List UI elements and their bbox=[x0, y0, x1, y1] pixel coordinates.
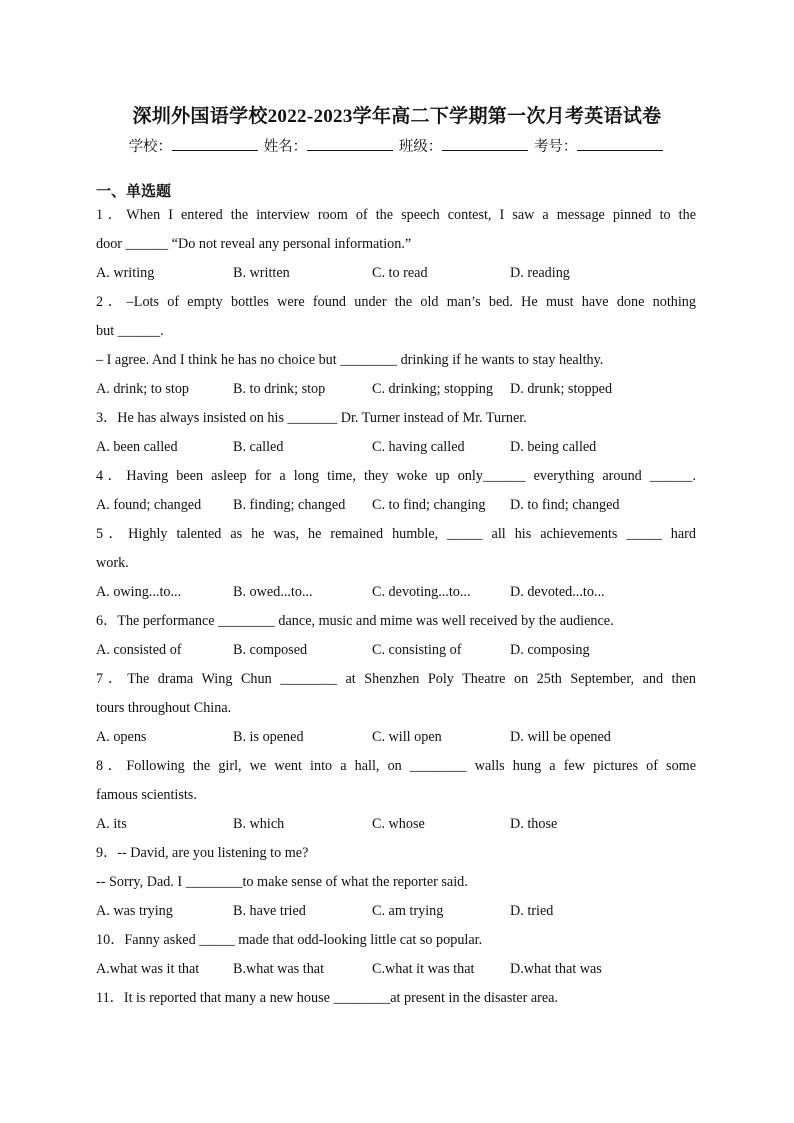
option-c: C. devoting...to... bbox=[372, 584, 471, 600]
name-label: 姓名： bbox=[263, 139, 308, 155]
option-d: D. devoted...to... bbox=[510, 584, 605, 600]
option-a: A. writing bbox=[96, 265, 155, 281]
option-d: D. to find; changed bbox=[510, 497, 620, 513]
option-b: B. have tried bbox=[233, 903, 306, 919]
answer-options bbox=[96, 262, 696, 291]
option-a: A. was trying bbox=[96, 903, 173, 919]
question-text: 11．It is reported that many a new house ________at present in the disaster area. bbox=[96, 990, 559, 1006]
question-text: famous scientists. bbox=[96, 787, 197, 803]
exam-number-label: 考号： bbox=[533, 139, 578, 155]
option-c: C. whose bbox=[372, 816, 425, 832]
option-c: C. having called bbox=[372, 439, 465, 455]
question-text: 8．Following the girl, we went into a hall, on ________ walls hung a few pictures of some bbox=[96, 758, 696, 774]
option-b: B. called bbox=[233, 439, 284, 455]
option-b: B. is opened bbox=[233, 729, 304, 745]
school-label: 学校： bbox=[128, 139, 173, 155]
option-b: B. to drink; stop bbox=[233, 381, 326, 397]
answer-options bbox=[96, 494, 696, 523]
option-a: A. opens bbox=[96, 729, 147, 745]
question-text: 6．The performance ________ dance, music and mime was well received by the audience. bbox=[96, 613, 614, 629]
question-text: 1．When I entered the interview room of the speech contest, I saw a message pinned to the bbox=[96, 207, 696, 223]
answer-options bbox=[96, 436, 696, 465]
option-c: C. drinking; stopping bbox=[372, 381, 493, 397]
questions-list bbox=[96, 204, 696, 1016]
answer-options bbox=[96, 958, 696, 987]
option-d: D.what that was bbox=[510, 961, 602, 977]
answer-options bbox=[96, 378, 696, 407]
option-d: D. those bbox=[510, 816, 558, 832]
question-text: 3．He has always insisted on his _______ Dr. Turner instead of Mr. Turner. bbox=[96, 410, 527, 426]
class-blank[interactable] bbox=[442, 136, 528, 151]
option-d: D. being called bbox=[510, 439, 597, 455]
question-text: – I agree. And I think he has no choice but ________ drinking if he wants to stay healthy. bbox=[96, 352, 604, 368]
answer-options bbox=[96, 639, 696, 668]
option-c: C. am trying bbox=[372, 903, 444, 919]
answer-options bbox=[96, 900, 696, 929]
answer-options bbox=[96, 813, 696, 842]
question-text: work. bbox=[96, 555, 129, 571]
option-c: C. to find; changing bbox=[372, 497, 486, 513]
option-d: D. will be opened bbox=[510, 729, 611, 745]
option-b: B. which bbox=[233, 816, 285, 832]
question-text: tours throughout China. bbox=[96, 700, 232, 716]
exam-number-blank[interactable] bbox=[577, 136, 663, 151]
section-heading: 一、单选题 bbox=[96, 184, 172, 200]
question-text: 4．Having been asleep for a long time, they woke up only______ everything around ______. bbox=[96, 468, 696, 484]
option-a: A. found; changed bbox=[96, 497, 202, 513]
option-b: B. composed bbox=[233, 642, 308, 658]
option-d: D. tried bbox=[510, 903, 554, 919]
option-d: D. composing bbox=[510, 642, 590, 658]
name-blank[interactable] bbox=[307, 136, 393, 151]
option-a: A. owing...to... bbox=[96, 584, 182, 600]
option-a: A. been called bbox=[96, 439, 178, 455]
school-blank[interactable] bbox=[172, 136, 258, 151]
option-b: B. finding; changed bbox=[233, 497, 346, 513]
option-b: B.what was that bbox=[233, 961, 325, 977]
question-text: door ______ “Do not reveal any personal information.” bbox=[96, 236, 412, 252]
question-text: 5．Highly talented as he was, he remained humble, _____ all his achievements _____ hard bbox=[96, 526, 696, 542]
question-text: 9．-- David, are you listening to me? bbox=[96, 845, 309, 861]
option-c: C. will open bbox=[372, 729, 442, 745]
option-d: D. reading bbox=[510, 265, 570, 281]
option-d: D. drunk; stopped bbox=[510, 381, 613, 397]
student-info-line bbox=[0, 135, 794, 156]
option-a: A. consisted of bbox=[96, 642, 182, 658]
question-text: 2．–Lots of empty bottles were found under the old man’s bed. He must have done nothing bbox=[96, 294, 696, 310]
option-c: C. to read bbox=[372, 265, 428, 281]
option-a: A.what was it that bbox=[96, 961, 200, 977]
question-text: -- Sorry, Dad. I ________to make sense of what the reporter said. bbox=[96, 874, 468, 890]
option-c: C.what it was that bbox=[372, 961, 475, 977]
answer-options bbox=[96, 726, 696, 755]
exam-title: 深圳外国语学校2022-2023学年高二下学期第一次月考英语试卷 bbox=[132, 106, 662, 127]
option-c: C. consisting of bbox=[372, 642, 462, 658]
answer-options bbox=[96, 581, 696, 610]
class-label: 班级： bbox=[398, 139, 443, 155]
option-b: B. owed...to... bbox=[233, 584, 313, 600]
option-a: A. its bbox=[96, 816, 127, 832]
option-a: A. drink; to stop bbox=[96, 381, 190, 397]
question-text: but ______. bbox=[96, 323, 164, 339]
question-text: 7．The drama Wing Chun ________ at Shenzhen Poly Theatre on 25th September, and then bbox=[96, 671, 696, 687]
option-b: B. written bbox=[233, 265, 290, 281]
question-text: 10．Fanny asked _____ made that odd-looking little cat so popular. bbox=[96, 932, 483, 948]
